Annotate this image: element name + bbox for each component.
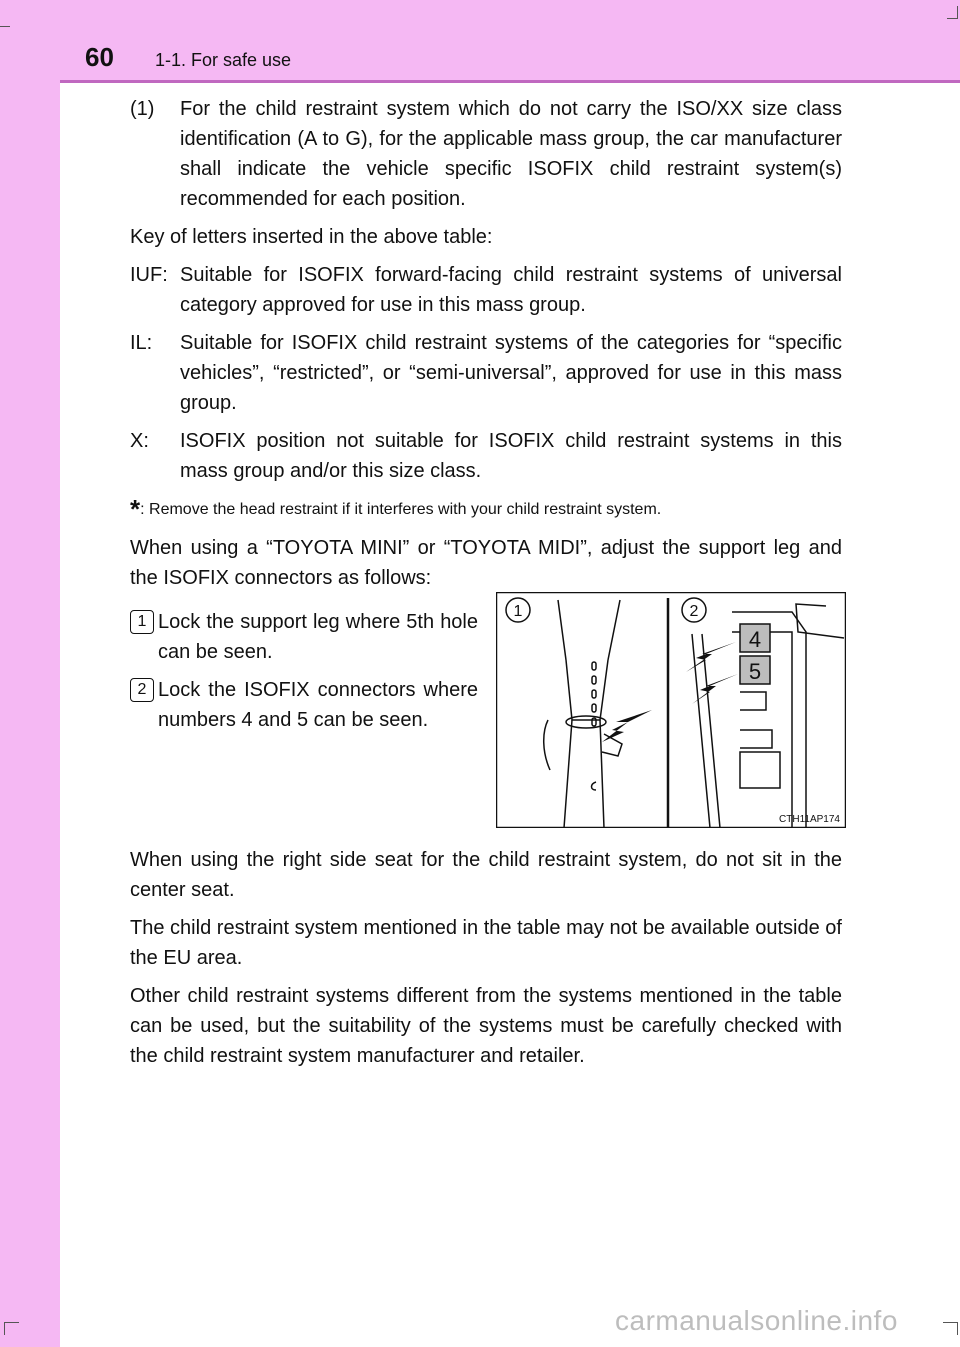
isofix-illustration — [496, 592, 846, 828]
callout-2: 2 — [689, 603, 699, 620]
page-content — [130, 94, 842, 1079]
page-number: 60 — [85, 42, 114, 72]
callout-1: 1 — [513, 603, 523, 620]
key-label: IUF: — [130, 264, 168, 286]
watermark: carmanualsonline.info — [615, 1305, 898, 1336]
step-number-badge: 1 — [130, 610, 154, 634]
key-label: IL: — [130, 332, 153, 354]
key-iuf — [130, 260, 842, 320]
footnote-label: (1) — [130, 98, 155, 120]
connector-number-5: 5 — [748, 659, 762, 684]
step-2 — [130, 675, 478, 735]
asterisk-symbol: * — [130, 494, 141, 524]
key-intro: Key of letters inserted in the above table: — [130, 226, 493, 248]
paragraph-other-systems: Other child restraint systems different from the systems mentioned in the table can be used, but the suitability of the systems must be carefully checked with the child restraint system manufacturer and retailer. — [130, 985, 842, 1067]
key-label: X: — [130, 430, 149, 452]
side-tab — [0, 0, 60, 1347]
connector-number-4: 4 — [748, 627, 762, 652]
crop-mark-bottom-left — [4, 1322, 19, 1335]
figure-code: CTH11AP174 — [779, 814, 840, 825]
key-text: ISOFIX position not suitable for ISOFIX child restraint systems in this mass group and/or this size class. — [180, 430, 842, 482]
step-text: Lock the support leg where 5th hole can be seen. — [158, 611, 478, 663]
asterisk-note — [130, 494, 842, 525]
section-title: 1-1. For safe use — [155, 50, 292, 70]
step-1 — [130, 607, 478, 667]
key-il — [130, 328, 842, 418]
crop-mark-top-left — [0, 12, 10, 27]
toyota-intro: When using a “TOYOTA MINI” or “TOYOTA MIDI”, adjust the support leg and the ISOFIX connectors as follows: — [130, 537, 842, 589]
asterisk-note-text: : Remove the head restraint if it interferes with your child restraint system. — [140, 501, 662, 518]
header-divider — [60, 80, 960, 83]
key-text: Suitable for ISOFIX forward-facing child restraint systems of universal category approved for use in this mass group. — [180, 264, 842, 316]
key-text: Suitable for ISOFIX child restraint systems of the categories for “specific vehicles”, “restricted”, or “semi-universal”, approved for use in this mass group. — [180, 332, 842, 414]
footnote-text: For the child restraint system which do not carry the ISO/XX size class identification (A to G), for the applicable mass group, the car manufacturer shall indicate the vehicle specific ISOFIX child restraint system(s) recommended for each position. — [180, 98, 842, 210]
crop-mark-bottom-right — [943, 1322, 958, 1335]
paragraph-right-seat: When using the right side seat for the child restraint system, do not sit in the center seat. — [130, 849, 842, 901]
table-footnote-1 — [130, 94, 842, 214]
step-text: Lock the ISOFIX connectors where numbers 4 and 5 can be seen. — [158, 679, 478, 731]
crop-mark-top-right — [947, 6, 958, 19]
paragraph-eu-availability: The child restraint system mentioned in the table may not be available outside of the EU area. — [130, 917, 842, 969]
step-number-badge: 2 — [130, 678, 154, 702]
figure-frame — [497, 593, 846, 828]
key-x — [130, 426, 842, 486]
